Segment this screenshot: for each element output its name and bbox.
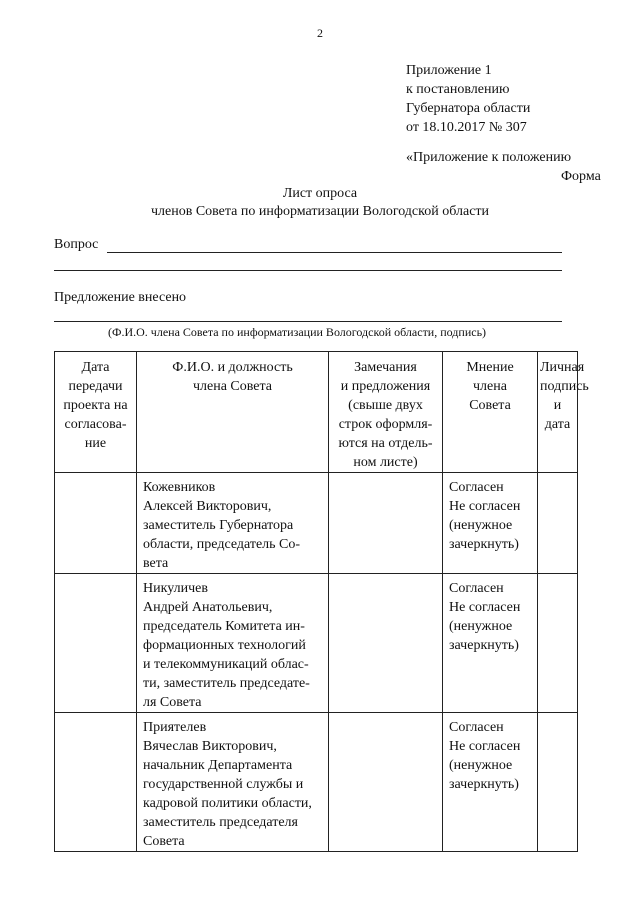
- appendix-line: от 18.10.2017 № 307: [406, 120, 527, 135]
- proposal-label: Предложение внесено: [54, 290, 187, 305]
- proposal-line[interactable]: [54, 321, 562, 322]
- fio-caption: (Ф.И.О. члена Совета по информатизации Вологодской области, подпись): [108, 325, 487, 339]
- member-cell: Кожевников Алексей Викторович, заместитель Губернатора области, председатель Со- вета: [137, 473, 329, 574]
- member-cell: Приятелев Вячеслав Викторович, начальник Департамента государственной службы и кадровой политики области, заместитель председателя Совета: [137, 713, 329, 852]
- date-cell[interactable]: [55, 574, 137, 713]
- question-label: Вопрос: [54, 237, 99, 252]
- remarks-cell[interactable]: [329, 473, 443, 574]
- table-row: [55, 473, 578, 574]
- opinion-cell[interactable]: Согласен Не согласен (ненужное зачеркнуть): [443, 713, 538, 852]
- date-cell[interactable]: [55, 713, 137, 852]
- opinion-cell[interactable]: Согласен Не согласен (ненужное зачеркнуть): [443, 473, 538, 574]
- header-remarks: Замечания и предложения (свыше двух строк оформля- ются на отдель- ном листе): [329, 352, 443, 473]
- appendix-line: к постановлению: [406, 82, 510, 97]
- title-line: членов Совета по информатизации Вологодской области: [150, 204, 490, 219]
- header-date: Дата передачи проекта на согласова- ние: [55, 352, 137, 473]
- table-row: [55, 713, 578, 852]
- title-line: Лист опроса: [282, 186, 358, 201]
- signature-cell[interactable]: [538, 473, 578, 574]
- signature-cell[interactable]: [538, 574, 578, 713]
- appendix-reference: «Приложение к положению: [406, 150, 572, 165]
- date-cell[interactable]: [55, 473, 137, 574]
- table-row: [55, 574, 578, 713]
- poll-table: [54, 351, 589, 852]
- remarks-cell[interactable]: [329, 713, 443, 852]
- appendix-block: [406, 61, 530, 137]
- question-line-2[interactable]: [54, 270, 562, 271]
- signature-cell[interactable]: [538, 713, 578, 852]
- question-line[interactable]: [107, 252, 562, 253]
- header-signature: Личная подпись и дата: [538, 352, 578, 473]
- header-member: Ф.И.О. и должность члена Совета: [137, 352, 329, 473]
- member-cell: Никуличев Андрей Анатольевич, председатель Комитета ин- формационных технологий и телекоммуникаций облас- ти, заместитель председате- ля Совета: [137, 574, 329, 713]
- remarks-cell[interactable]: [329, 574, 443, 713]
- appendix-line: Приложение 1: [406, 63, 492, 78]
- opinion-cell[interactable]: Согласен Не согласен (ненужное зачеркнуть): [443, 574, 538, 713]
- header-row: [55, 352, 578, 473]
- form-label: Форма: [561, 169, 601, 184]
- header-opinion: Мнение члена Совета: [443, 352, 538, 473]
- document-title: [0, 185, 640, 221]
- page-number: 2: [317, 26, 323, 40]
- appendix-line: Губернатора области: [406, 101, 531, 116]
